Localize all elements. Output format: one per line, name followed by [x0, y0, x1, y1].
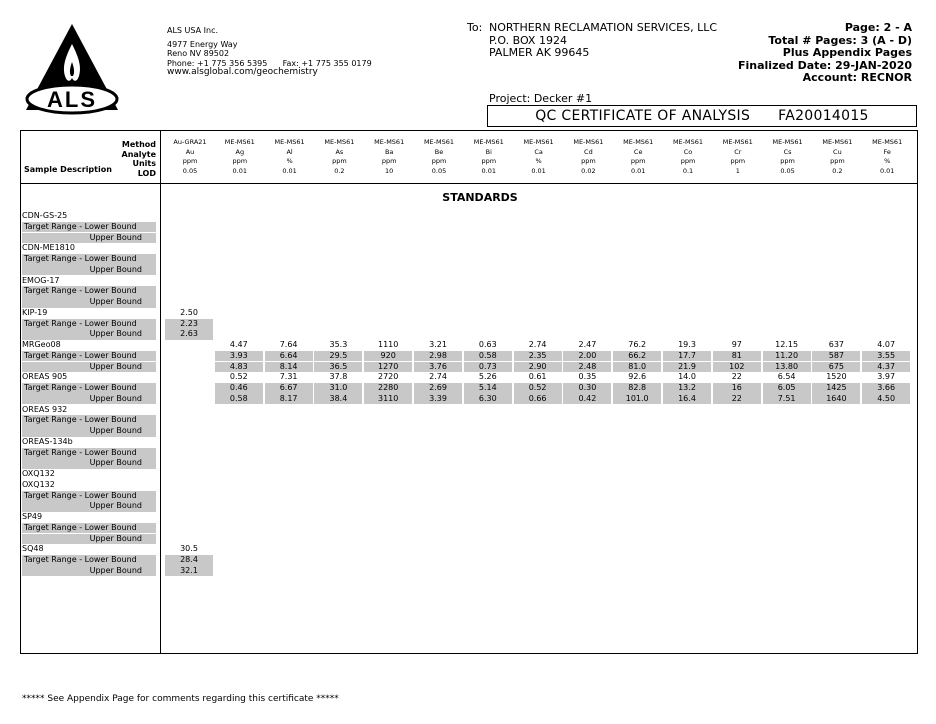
target-range-lower-row	[22, 351, 156, 362]
result-value: 14.0	[678, 372, 696, 382]
column-lod: 0.01	[232, 166, 248, 175]
recipient-block	[467, 22, 717, 60]
page-number: Page: 2 - A	[844, 21, 912, 34]
standard-name: OREAS 905	[22, 372, 68, 382]
column-units: ppm	[332, 157, 347, 165]
section-title: STANDARDS	[442, 191, 518, 204]
result-value: 76.2	[628, 340, 647, 349]
result-value: 6.54	[777, 372, 796, 382]
lower-bound-value: 2.23	[165, 319, 213, 330]
lower-bound-value: 6.05	[763, 383, 811, 394]
column-units: ppm	[630, 157, 646, 165]
column-lod: 1	[735, 166, 740, 175]
upper-bound-value: 16.4	[663, 394, 711, 405]
column-header-cu	[815, 138, 859, 176]
column-method: Au-GRA21	[173, 138, 207, 146]
als-logo	[22, 22, 122, 117]
company-address-line1: 4977 Energy Way	[167, 39, 238, 49]
column-method: ME-MS61	[374, 138, 405, 146]
column-analyte: Cu	[833, 147, 842, 156]
column-lod: 0.2	[334, 166, 345, 175]
column-analyte: Fe	[883, 147, 891, 156]
target-range-lower-row	[22, 523, 156, 534]
lower-bound-label: Target Range - Lower Bound	[24, 415, 137, 425]
column-analyte: Ba	[384, 147, 394, 156]
column-lod: 0.02	[581, 166, 596, 175]
column-header-ba	[367, 138, 411, 176]
column-lod: 0.05	[780, 166, 795, 175]
column-header-au	[168, 138, 212, 176]
result-value: 30.5	[180, 544, 198, 554]
column-analyte: Ce	[633, 147, 643, 156]
lower-bound-label: Target Range - Lower Bound	[24, 350, 137, 360]
result-value: 3.21	[429, 340, 447, 349]
target-range-upper-row	[22, 501, 156, 512]
column-units: ppm	[680, 157, 696, 165]
column-analyte: Cr	[734, 147, 742, 156]
standard-name: KIP-19	[22, 307, 48, 317]
column-method: ME-MS61	[772, 138, 803, 146]
column-analyte: Be	[434, 147, 444, 156]
column-header-cd	[566, 138, 610, 176]
upper-bound-value: 22	[713, 394, 761, 405]
column-header-cr	[716, 138, 760, 176]
column-method: ME-MS61	[423, 138, 455, 146]
column-header-ce	[616, 138, 660, 176]
to-label: To:	[467, 21, 483, 34]
upper-bound-label: Upper Bound	[89, 329, 142, 339]
lower-bound-label: Target Range - Lower Bound	[24, 318, 137, 328]
lower-bound-value: 2.98	[414, 351, 462, 362]
target-range-lower-row	[22, 222, 156, 233]
company-website: www.alsglobal.com/geochemistry	[167, 67, 318, 77]
column-lod: 0.01	[630, 166, 646, 175]
project-label: Project: Decker #1	[489, 92, 593, 105]
method-label: Method	[121, 140, 156, 149]
lower-bound-label: Target Range - Lower Bound	[24, 522, 137, 532]
standard-name: CDN-GS-25	[22, 211, 68, 220]
upper-bound-value: 8.14	[265, 362, 313, 373]
column-units: ppm	[381, 157, 397, 165]
result-value: 35.3	[329, 340, 348, 349]
company-fax: Fax: +1 775 355 0179	[282, 58, 372, 68]
lod-label: LOD	[137, 168, 156, 178]
result-value: 97	[731, 340, 742, 349]
recipient-address2: PALMER AK 99645	[489, 46, 590, 59]
column-units: ppm	[581, 157, 596, 165]
column-lod: 0.05	[182, 166, 198, 175]
header-divider	[20, 183, 918, 184]
upper-bound-value: 102	[713, 362, 761, 373]
column-lod: 10	[385, 166, 394, 175]
column-lod: 0.1	[682, 166, 694, 175]
upper-bound-value: 0.73	[464, 362, 512, 373]
result-value: 7.31	[279, 372, 298, 382]
column-lod: 0.01	[879, 166, 895, 175]
column-header-be	[417, 138, 461, 176]
lower-bound-value: 6.64	[265, 351, 313, 362]
column-analyte: Au	[185, 147, 195, 156]
lower-bound-value: 1425	[812, 383, 860, 394]
standard-name: MRGeo08	[22, 340, 61, 349]
recipient-address1: P.O. BOX 1924	[489, 33, 567, 47]
lower-bound-value: 0.52	[514, 383, 562, 394]
lower-bound-value: 2280	[364, 383, 412, 394]
units-label: Units	[132, 159, 156, 169]
upper-bound-label: Upper Bound	[89, 361, 142, 371]
result-value: 637	[828, 340, 845, 349]
column-analyte: Cd	[584, 147, 593, 156]
lower-bound-label: Target Range - Lower Bound	[24, 383, 137, 392]
column-header-ag	[218, 138, 262, 176]
target-range-upper-row	[22, 534, 156, 545]
lower-bound-value: 3.55	[862, 351, 910, 362]
result-value: 12.15	[775, 340, 799, 349]
target-range-lower-row	[22, 448, 156, 459]
lower-bound-value: 66.2	[613, 351, 661, 362]
lower-bound-label: Target Range - Lower Bound	[24, 254, 137, 263]
result-value: 2.47	[578, 340, 597, 349]
certificate-title: QC CERTIFICATE OF ANALYSIS	[535, 108, 751, 124]
standard-name: OREAS 932	[22, 404, 68, 414]
column-units: ppm	[481, 157, 497, 165]
company-phone: Phone: +1 775 356 5395	[167, 58, 268, 68]
standard-name: EMOG-17	[22, 275, 60, 285]
column-method: ME-MS61	[722, 138, 753, 146]
target-range-upper-row	[22, 297, 156, 308]
lower-bound-value: 81	[713, 351, 761, 362]
column-header-cs	[766, 138, 810, 176]
sample-description-header: Sample Description	[24, 165, 112, 174]
column-units: %	[286, 157, 293, 165]
lower-bound-value: 29.5	[314, 351, 362, 362]
target-range-upper-row	[22, 233, 156, 244]
target-range-lower-row	[22, 319, 156, 330]
upper-bound-value: 81.0	[613, 362, 661, 373]
column-divider	[160, 130, 161, 654]
result-value: 0.52	[229, 372, 248, 382]
standard-name: CDN-ME1810	[22, 243, 75, 253]
result-value: 2.74	[429, 372, 447, 382]
column-method: ME-MS61	[274, 138, 305, 146]
upper-bound-value: 675	[812, 362, 860, 373]
upper-bound-value: 21.9	[663, 362, 711, 373]
upper-bound-value: 2.90	[514, 362, 562, 373]
upper-bound-value: 8.17	[265, 394, 313, 405]
upper-bound-label: Upper Bound	[89, 458, 142, 468]
lower-bound-value: 920	[364, 351, 412, 362]
target-range-upper-row	[22, 566, 156, 577]
column-header-bi	[467, 138, 511, 176]
result-value: 5.26	[478, 372, 497, 382]
column-analyte: Al	[286, 147, 293, 156]
column-header-al	[268, 138, 312, 176]
analyte-label: Analyte	[121, 149, 156, 159]
column-units: ppm	[232, 157, 248, 165]
result-value: 2.50	[180, 307, 198, 317]
result-value: 3.97	[877, 372, 896, 382]
lower-bound-value: 2.69	[414, 383, 462, 394]
column-units: %	[535, 157, 542, 165]
column-units: ppm	[730, 157, 746, 165]
lower-bound-value: 28.4	[165, 555, 213, 566]
lower-bound-value: 3.66	[862, 383, 910, 394]
column-units: ppm	[182, 157, 198, 165]
standard-name: OXQ132	[22, 469, 55, 478]
column-method: ME-MS61	[573, 138, 604, 146]
upper-bound-label: Upper Bound	[89, 565, 142, 575]
upper-bound-value: 4.83	[215, 362, 263, 373]
upper-bound-label: Upper Bound	[89, 232, 142, 242]
result-value: 0.61	[528, 372, 547, 382]
upper-bound-value: 3.76	[414, 362, 462, 373]
target-range-lower-row	[22, 286, 156, 297]
lower-bound-value: 0.58	[464, 351, 512, 362]
column-method: ME-MS61	[623, 138, 654, 146]
result-value: 0.35	[578, 372, 597, 382]
svg-text:ALS: ALS	[47, 87, 97, 112]
standard-name: SP49	[22, 512, 43, 521]
footer-note: ***** See Appendix Page for comments regarding this certificate *****	[22, 694, 339, 704]
lower-bound-value: 6.67	[265, 383, 313, 394]
column-analyte: Bi	[485, 147, 492, 156]
column-method: ME-MS61	[822, 138, 853, 146]
lower-bound-value: 82.8	[613, 383, 661, 394]
column-analyte: Ag	[235, 147, 245, 156]
recipient-name: NORTHERN RECLAMATION SERVICES, LLC	[489, 21, 718, 34]
standard-name: OXQ132	[22, 479, 55, 489]
column-header-ca	[517, 138, 561, 176]
lower-bound-value: 2.00	[563, 351, 611, 362]
lower-bound-value: 16	[713, 383, 761, 394]
lower-bound-value: 587	[812, 351, 860, 362]
result-value: 2.74	[528, 340, 547, 349]
upper-bound-value: 13.80	[763, 362, 811, 373]
company-name: ALS USA Inc.	[167, 26, 219, 35]
target-range-upper-row	[22, 426, 156, 437]
certificate-number: FA20014015	[778, 108, 869, 124]
lower-bound-value: 17.7	[663, 351, 711, 362]
upper-bound-value: 2.48	[563, 362, 611, 373]
upper-bound-label: Upper Bound	[89, 393, 142, 403]
lower-bound-label: Target Range - Lower Bound	[24, 447, 137, 457]
lower-bound-value: 0.46	[215, 383, 263, 394]
standard-name: SQ48	[22, 544, 44, 554]
column-analyte: Ca	[534, 147, 543, 156]
upper-bound-value: 4.50	[862, 394, 910, 405]
upper-bound-value: 0.58	[215, 394, 263, 405]
result-value: 19.3	[678, 340, 696, 349]
lower-bound-value: 2.35	[514, 351, 562, 362]
column-units: ppm	[780, 157, 795, 165]
target-range-lower-row	[22, 254, 156, 265]
upper-bound-value: 36.5	[314, 362, 362, 373]
page-info	[738, 22, 912, 85]
target-range-upper-row	[22, 362, 156, 373]
column-lod: 0.05	[431, 166, 447, 175]
upper-bound-label: Upper Bound	[89, 297, 142, 306]
target-range-lower-row	[22, 491, 156, 502]
column-method: ME-MS61	[324, 138, 355, 146]
upper-bound-value: 1270	[364, 362, 412, 373]
column-units: ppm	[431, 157, 447, 165]
column-lod: 0.2	[832, 166, 843, 175]
upper-bound-value: 1640	[812, 394, 860, 405]
upper-bound-value: 4.37	[862, 362, 910, 373]
appendix-note: Plus Appendix Pages	[782, 46, 912, 59]
lower-bound-value: 5.14	[464, 383, 512, 394]
upper-bound-value: 38.4	[314, 394, 362, 405]
result-value: 37.8	[329, 372, 348, 382]
target-range-upper-row	[22, 458, 156, 469]
result-value: 4.07	[877, 340, 896, 349]
result-value: 4.47	[229, 340, 248, 349]
upper-bound-value: 32.1	[165, 566, 213, 577]
account: Account: RECNOR	[802, 71, 912, 84]
target-range-upper-row	[22, 265, 156, 276]
column-analyte: Cs	[783, 147, 792, 156]
upper-bound-value: 0.66	[514, 394, 562, 405]
upper-bound-value: 2.63	[165, 329, 213, 340]
lower-bound-label: Target Range - Lower Bound	[24, 286, 137, 296]
result-value: 1520	[826, 372, 847, 382]
lower-bound-label: Target Range - Lower Bound	[24, 221, 137, 231]
column-lod: 0.01	[481, 166, 497, 175]
lower-bound-value: 13.2	[663, 383, 711, 394]
result-value: 22	[731, 372, 742, 382]
upper-bound-value: 101.0	[613, 394, 661, 405]
upper-bound-value: 6.30	[464, 394, 512, 405]
upper-bound-label: Upper Bound	[89, 501, 142, 511]
finalized-date: Finalized Date: 29-JAN-2020	[737, 58, 912, 72]
column-method: ME-MS61	[872, 138, 903, 146]
column-header-as	[317, 138, 361, 176]
column-units: %	[884, 157, 891, 165]
target-range-upper-row	[22, 394, 156, 405]
target-range-lower-row	[22, 415, 156, 426]
standard-name: OREAS-134b	[22, 436, 73, 446]
result-value: 7.64	[279, 340, 298, 349]
lower-bound-value: 3.93	[215, 351, 263, 362]
result-value: 0.63	[478, 340, 497, 349]
result-value: 1110	[378, 340, 399, 349]
column-header-co	[666, 138, 710, 176]
lower-bound-label: Target Range - Lower Bound	[24, 555, 137, 564]
total-pages: Total # Pages: 3 (A - D)	[768, 33, 912, 47]
lower-bound-value: 11.20	[763, 351, 811, 362]
result-value: 2720	[378, 372, 399, 382]
upper-bound-value: 3.39	[414, 394, 462, 405]
upper-bound-label: Upper Bound	[89, 426, 142, 435]
target-range-upper-row	[22, 329, 156, 340]
upper-bound-value: 0.42	[563, 394, 611, 405]
target-range-lower-row	[22, 383, 156, 394]
column-lod: 0.01	[282, 166, 297, 175]
column-method: ME-MS61	[473, 138, 504, 146]
column-units: ppm	[830, 157, 845, 165]
column-method: ME-MS61	[672, 138, 704, 146]
upper-bound-value: 7.51	[763, 394, 811, 405]
company-address	[167, 26, 372, 78]
company-address-line2: Reno NV 89502	[167, 49, 230, 58]
lower-bound-label: Target Range - Lower Bound	[24, 490, 137, 500]
certificate-title-box	[487, 105, 917, 127]
upper-bound-label: Upper Bound	[89, 533, 142, 543]
column-analyte: Co	[683, 147, 693, 156]
upper-bound-value: 3110	[364, 394, 412, 405]
upper-bound-label: Upper Bound	[89, 264, 142, 274]
lower-bound-value: 31.0	[314, 383, 362, 394]
column-lod: 0.01	[531, 166, 546, 175]
lower-bound-value: 0.30	[563, 383, 611, 394]
column-header-fe	[865, 138, 909, 176]
target-range-lower-row	[22, 555, 156, 566]
column-method: ME-MS61	[224, 138, 255, 146]
result-value: 92.6	[628, 372, 647, 382]
column-method: ME-MS61	[523, 138, 554, 146]
column-analyte: As	[335, 147, 344, 156]
